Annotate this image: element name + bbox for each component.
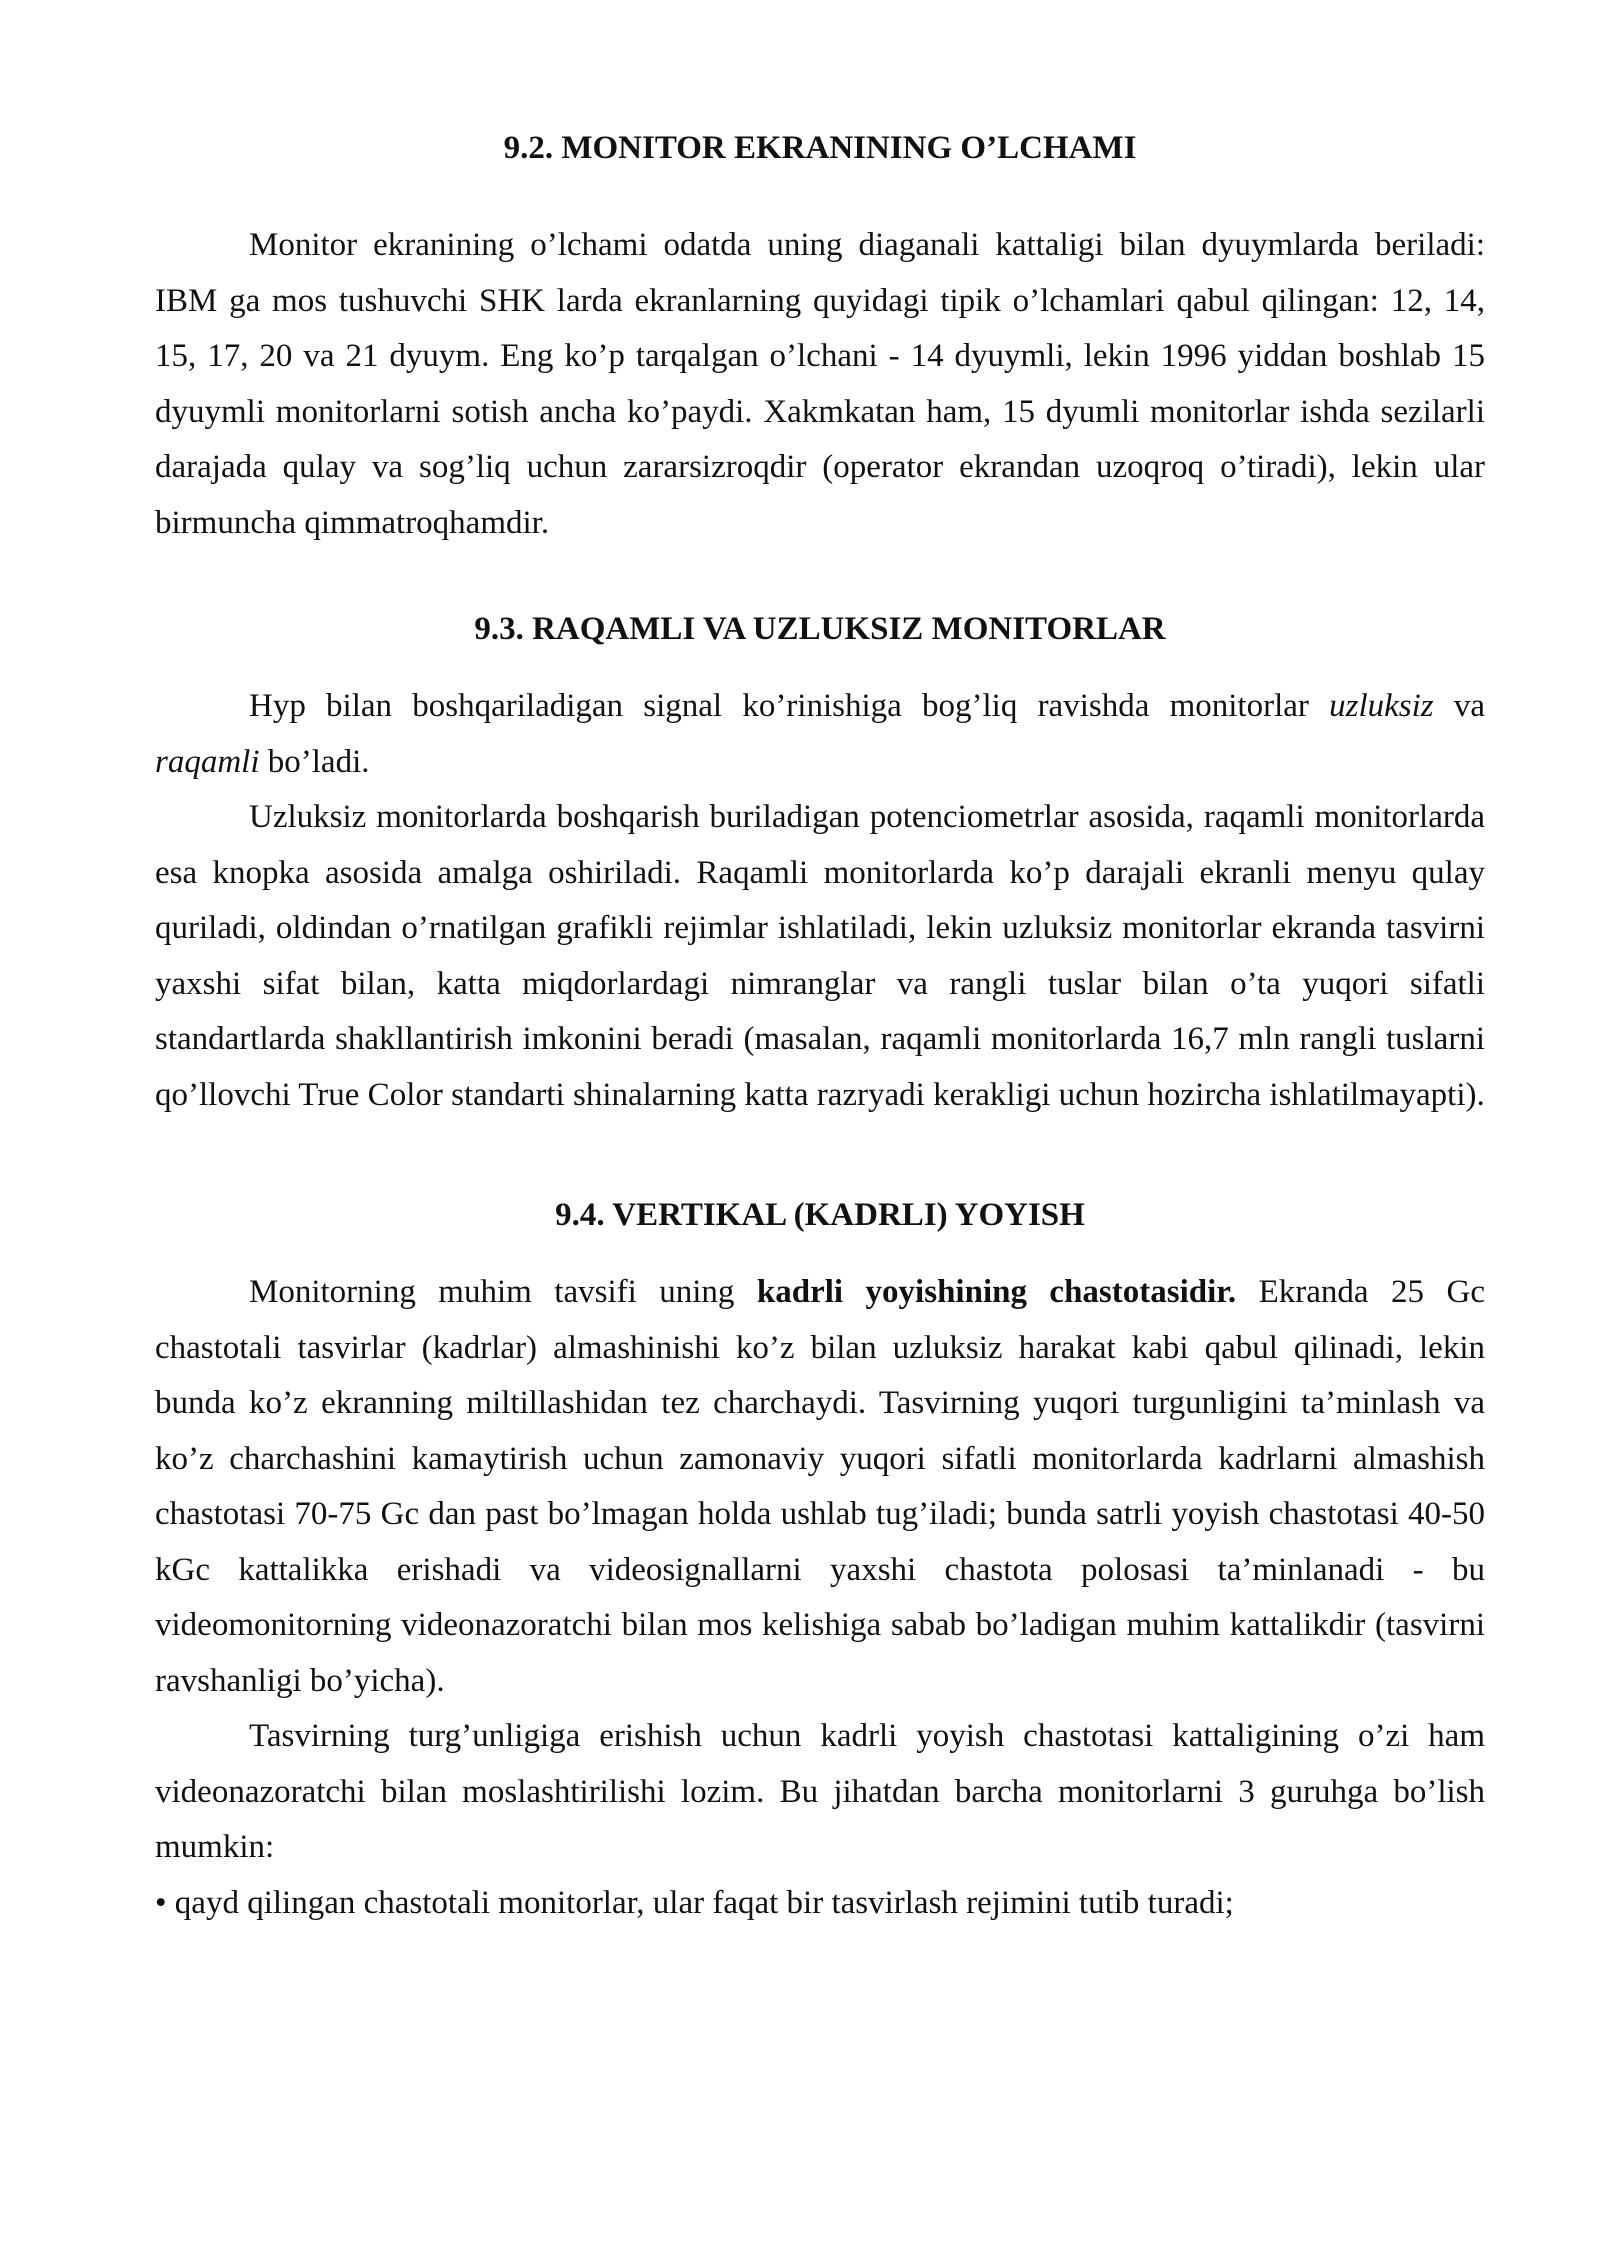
paragraph-frame-rate [155, 1265, 1485, 1709]
text-run: Monitorning muhim tavsifi uning [249, 1274, 757, 1310]
bullet-item-fixed-frequency: • qayd qilingan chastotali monitorlar, ular faqat bir tasvirlash rejimini tutib turadi; [155, 1884, 1234, 1921]
text-run: bo’ladi. [259, 743, 370, 780]
paragraph-monitor-groups: Tasvirning turg’unligiga erishish uchun kadrli yoyish chastotasi kattaligining o’zi ham videonazoratchi bilan moslashtirilishi lozim. Bu jihatdan barcha monitorlarni 3 guruhga bo’lish mumkin: [155, 1718, 1485, 1865]
document-page [155, 128, 1485, 1931]
italic-term-uzluksiz: uzluksiz [1329, 688, 1434, 724]
text-run: Hyp bilan boshqariladigan signal ko’rinishiga bog’liq ravishda monitorlar [249, 688, 1330, 724]
section-heading-9-2: 9.2. MONITOR EKRANINING O’LCHAMI [503, 130, 1137, 166]
bold-term-frame-frequency: kadrli yoyishining chastotasidir. [756, 1274, 1237, 1310]
paragraph-monitor-size: Monitor ekranining o’lchami odatda uning diaganali kattaligi bilan dyuymlarda beriladi: IBM ga mos tushuvchi SHK larda ekranlarning quyidagi tipik o’lchamlari qabul qilingan: 12, 14, 15, 17, 20 va 21 dyuym. Eng ko’p tarqalgan o’lchani - 14 dyuymli, lekin 1996 yiddan boshlab 15 dyuymli monitorlarni sotish ancha ko’paydi. Xakmkatan ham, 15 dyumli monitorlar ishda sezilarli darajada qulay va sog’liq uchun zararsizroqdir (operator ekrandan uzoqroq o’tiradi), lekin ular birmuncha qimmatroqhamdir. [155, 227, 1485, 541]
text-run: Ekranda 25 Gc chastotali tasvirlar (kadrlar) almashinishi ko’z bilan uzluksiz harakat kabi qabul qilinadi, lekin bunda ko’z ekranning miltillashidan tez charchaydi. Tasvirning yuqori turgunligini ta’minlash va ko’z charchashini kamaytirish uchun zamonaviy yuqori sifatli monitorlarda kadrlarni almashish chastotasi 70-75 Gc dan past bo’lmagan holda ushlab tug’iladi; bunda satrli yoyish chastotasi 40-50 kGc kattalikka erishadi va videosignallarni yaxshi chastota polosasi ta’minlanadi - bu videomonitorning videonazoratchi bilan mos kelishiga sabab bo’ladigan muhim kattalikdir (tasvirni ravshanligi bo’yicha). [155, 1274, 1485, 1699]
section-heading-9-4: 9.4. VERTIKAL (KADRLI) YOYISH [555, 1197, 1085, 1233]
paragraph-monitor-types [155, 679, 1485, 790]
section-heading-9-3: 9.3. RAQAMLI VA UZLUKSIZ MONITORLAR [474, 611, 1166, 647]
text-run: va [1433, 688, 1485, 724]
paragraph-control-methods: Uzluksiz monitorlarda boshqarish buriladigan potenciometrlar asosida, raqamli monitorlarda esa knopka asosida amalga oshiriladi. Raqamli monitorlarda ko’p darajali ekranli menyu qulay quriladi, oldindan o’rnatilgan grafikli rejimlar ishlatiladi, lekin uzluksiz monitorlar ekranda tasvirni yaxshi sifat bilan, katta miqdorlardagi nimranglar va rangli tuslar bilan o’ta yuqori sifatli standartlarda shakllantirish imkonini beradi (masalan, raqamli monitorlarda 16,7 mln rangli tuslarni qo’llovchi True Color standarti shinalarning katta razryadi kerakligi uchun hozircha ishlatilmayapti). [155, 799, 1485, 1113]
italic-term-raqamli: raqamli [155, 743, 260, 780]
